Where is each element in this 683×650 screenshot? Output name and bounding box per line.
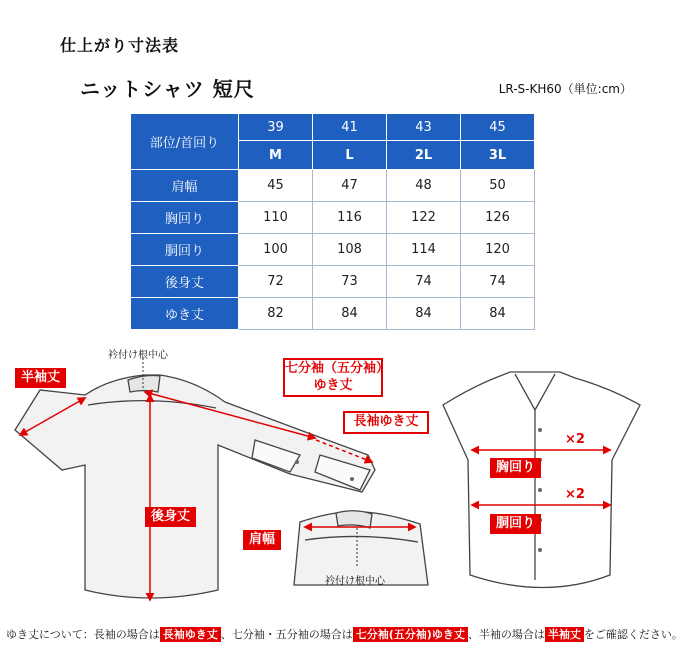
table-cell: 72 <box>239 266 313 298</box>
collar-center-label-bottom: 衿付け根中心 <box>325 576 385 587</box>
table-cell: 73 <box>313 266 387 298</box>
half-sleeve-label: 半袖丈 <box>15 368 66 388</box>
row-header-cell: 後身丈 <box>131 266 239 298</box>
waist-multiplier: ×2 <box>565 487 585 502</box>
waist-label: 胴回り <box>490 514 541 534</box>
long-sleeve-label: 長袖ゆき丈 <box>343 411 429 434</box>
neck-size-cell: 43 <box>387 114 461 141</box>
row-header-cell: 肩幅 <box>131 170 239 202</box>
three-quarter-sleeve-label <box>283 358 390 397</box>
table-cell: 100 <box>239 234 313 266</box>
note-text: ゆき丈について：長袖の場合は <box>6 628 160 641</box>
shoulder-label: 肩幅 <box>243 530 281 550</box>
table-cell: 84 <box>387 298 461 330</box>
chest-multiplier: ×2 <box>565 432 585 447</box>
sleeve-length-note <box>6 626 683 642</box>
size-label-cell: L <box>313 141 387 170</box>
table-cell: 126 <box>461 202 535 234</box>
size-label-cell: M <box>239 141 313 170</box>
size-label-cell: 2L <box>387 141 461 170</box>
chest-label: 胸回り <box>490 458 541 478</box>
table-cell: 82 <box>239 298 313 330</box>
table-cell: 116 <box>313 202 387 234</box>
row-header-cell: 胴回り <box>131 234 239 266</box>
table-cell: 122 <box>387 202 461 234</box>
corner-header-cell: 部位/首回り <box>131 114 239 170</box>
three-quarter-sleeve-label-line2: ゆき丈 <box>313 378 353 393</box>
table-cell: 47 <box>313 170 387 202</box>
table-cell: 50 <box>461 170 535 202</box>
size-label-cell: 3L <box>461 141 535 170</box>
note-text: 、半袖の場合は <box>467 628 545 641</box>
table-cell: 84 <box>461 298 535 330</box>
table-cell: 45 <box>239 170 313 202</box>
table-cell: 108 <box>313 234 387 266</box>
product-name: ニットシャツ 短尺 <box>80 77 255 101</box>
neck-size-cell: 39 <box>239 114 313 141</box>
table-cell: 74 <box>387 266 461 298</box>
table-cell: 48 <box>387 170 461 202</box>
note-tag-half-sleeve: 半袖丈 <box>545 627 584 642</box>
table-cell: 114 <box>387 234 461 266</box>
neck-size-cell: 41 <box>313 114 387 141</box>
row-header-cell: ゆき丈 <box>131 298 239 330</box>
neck-size-cell: 45 <box>461 114 535 141</box>
collar-center-label-top: 衿付け根中心 <box>108 350 168 361</box>
table-cell: 120 <box>461 234 535 266</box>
page-title: 仕上がり寸法表 <box>60 36 180 55</box>
note-tag-long-sleeve: 長袖ゆき丈 <box>160 627 221 642</box>
three-quarter-sleeve-label-line1: 七分袖（五分袖） <box>285 361 390 376</box>
front-view-shirt <box>443 372 640 588</box>
table-cell: 74 <box>461 266 535 298</box>
product-code: LR-S-KH60（単位:cm） <box>498 82 632 96</box>
row-header-cell: 胸回り <box>131 202 239 234</box>
table-cell: 84 <box>313 298 387 330</box>
back-length-label: 後身丈 <box>145 507 196 527</box>
table-cell: 110 <box>239 202 313 234</box>
note-text: 、七分袖・五分袖の場合は <box>220 628 353 641</box>
note-text: をご確認ください。 <box>583 628 683 641</box>
note-tag-three-quarter: 七分袖(五分袖)ゆき丈 <box>353 627 468 642</box>
